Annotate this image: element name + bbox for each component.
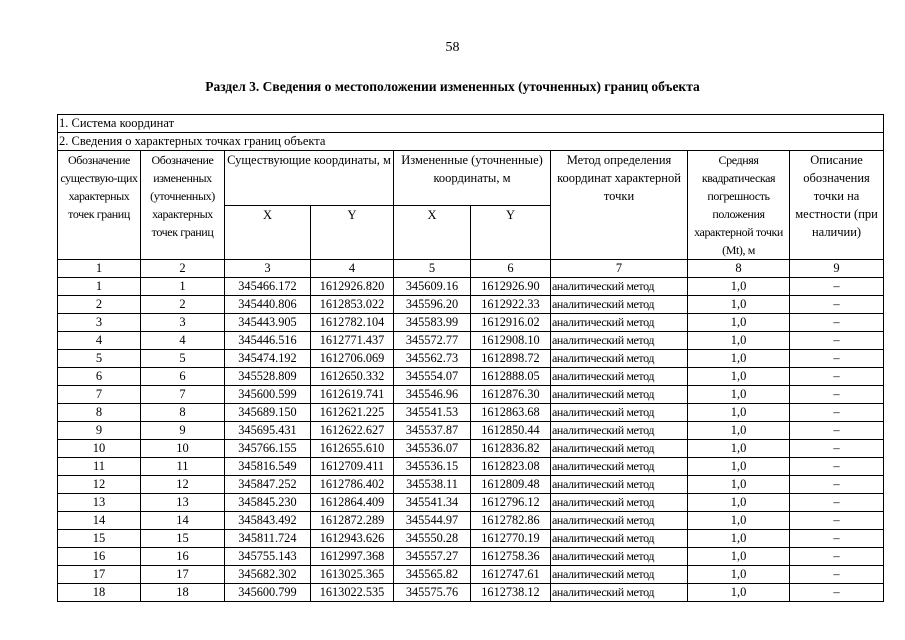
- existing-y-value: 1612853.022: [311, 296, 394, 314]
- existing-x-value: 345811.724: [225, 530, 311, 548]
- header-changed-x: X: [394, 205, 471, 260]
- error-value: 1,0: [688, 278, 790, 296]
- column-number: 7: [551, 260, 688, 278]
- method-value: аналитический метод: [551, 422, 688, 440]
- existing-x-value: 345695.431: [225, 422, 311, 440]
- description-value: –: [790, 386, 884, 404]
- changed-x-value: 345536.15: [394, 458, 471, 476]
- method-value: аналитический метод: [551, 440, 688, 458]
- existing-y-value: 1612621.225: [311, 404, 394, 422]
- existing-point-id: 6: [58, 368, 141, 386]
- header-error: Средняя квадратическая погрешность положения характерной точки (Mt), м: [688, 151, 790, 260]
- header-existing-designation: Обозначение существую-щих характерных точек границ: [58, 151, 141, 260]
- page-number: 58: [445, 40, 460, 55]
- column-number-row: [58, 260, 884, 278]
- header-changed-y: Y: [471, 205, 551, 260]
- existing-point-id: 9: [58, 422, 141, 440]
- changed-point-id: 11: [141, 458, 225, 476]
- changed-point-id: 7: [141, 386, 225, 404]
- changed-x-value: 345562.73: [394, 350, 471, 368]
- changed-point-id: 3: [141, 314, 225, 332]
- existing-x-value: 345440.806: [225, 296, 311, 314]
- existing-x-value: 345446.516: [225, 332, 311, 350]
- table-row: [58, 386, 884, 404]
- column-number: 2: [141, 260, 225, 278]
- table-row: [58, 278, 884, 296]
- changed-point-id: 13: [141, 494, 225, 512]
- description-value: –: [790, 314, 884, 332]
- description-value: –: [790, 566, 884, 584]
- error-value: 1,0: [688, 458, 790, 476]
- changed-point-id: 8: [141, 404, 225, 422]
- method-value: аналитический метод: [551, 494, 688, 512]
- method-value: аналитический метод: [551, 386, 688, 404]
- existing-y-value: 1612872.289: [311, 512, 394, 530]
- description-value: –: [790, 494, 884, 512]
- changed-point-id: 5: [141, 350, 225, 368]
- changed-x-value: 345609.16: [394, 278, 471, 296]
- description-value: –: [790, 368, 884, 386]
- existing-point-id: 4: [58, 332, 141, 350]
- error-value: 1,0: [688, 512, 790, 530]
- changed-point-id: 4: [141, 332, 225, 350]
- changed-point-id: 1: [141, 278, 225, 296]
- changed-x-value: 345557.27: [394, 548, 471, 566]
- changed-y-value: 1612916.02: [471, 314, 551, 332]
- method-value: аналитический метод: [551, 404, 688, 422]
- changed-x-value: 345536.07: [394, 440, 471, 458]
- existing-x-value: 345689.150: [225, 404, 311, 422]
- changed-y-value: 1612738.12: [471, 584, 551, 602]
- existing-point-id: 2: [58, 296, 141, 314]
- changed-point-id: 10: [141, 440, 225, 458]
- description-value: –: [790, 332, 884, 350]
- changed-y-value: 1612809.48: [471, 476, 551, 494]
- description-value: –: [790, 404, 884, 422]
- column-number: 3: [225, 260, 311, 278]
- existing-point-id: 16: [58, 548, 141, 566]
- description-value: –: [790, 530, 884, 548]
- description-value: –: [790, 512, 884, 530]
- table-row: [58, 440, 884, 458]
- existing-y-value: 1613025.365: [311, 566, 394, 584]
- error-value: 1,0: [688, 566, 790, 584]
- changed-y-value: 1612850.44: [471, 422, 551, 440]
- changed-y-value: 1612898.72: [471, 350, 551, 368]
- table-row: [58, 530, 884, 548]
- method-value: аналитический метод: [551, 566, 688, 584]
- existing-point-id: 15: [58, 530, 141, 548]
- changed-point-id: 16: [141, 548, 225, 566]
- changed-y-value: 1612770.19: [471, 530, 551, 548]
- table-row: [58, 512, 884, 530]
- existing-x-value: 345847.252: [225, 476, 311, 494]
- existing-y-value: 1612786.402: [311, 476, 394, 494]
- error-value: 1,0: [688, 548, 790, 566]
- changed-x-value: 345541.53: [394, 404, 471, 422]
- existing-point-id: 5: [58, 350, 141, 368]
- description-value: –: [790, 296, 884, 314]
- changed-y-value: 1612836.82: [471, 440, 551, 458]
- changed-point-id: 17: [141, 566, 225, 584]
- method-value: аналитический метод: [551, 584, 688, 602]
- existing-y-value: 1612650.332: [311, 368, 394, 386]
- description-value: –: [790, 422, 884, 440]
- changed-x-value: 345537.87: [394, 422, 471, 440]
- existing-point-id: 11: [58, 458, 141, 476]
- existing-point-id: 8: [58, 404, 141, 422]
- changed-x-value: 345544.97: [394, 512, 471, 530]
- method-value: аналитический метод: [551, 548, 688, 566]
- description-value: –: [790, 548, 884, 566]
- existing-y-value: 1612706.069: [311, 350, 394, 368]
- existing-point-id: 18: [58, 584, 141, 602]
- existing-point-id: 3: [58, 314, 141, 332]
- changed-x-value: 345554.07: [394, 368, 471, 386]
- coordinate-system-row: 1. Система координат: [58, 115, 884, 133]
- error-value: 1,0: [688, 314, 790, 332]
- existing-x-value: 345528.809: [225, 368, 311, 386]
- table-row: [58, 476, 884, 494]
- changed-y-value: 1612876.30: [471, 386, 551, 404]
- existing-x-value: 345443.905: [225, 314, 311, 332]
- existing-x-value: 345766.155: [225, 440, 311, 458]
- table-row: [58, 368, 884, 386]
- existing-y-value: 1612926.820: [311, 278, 394, 296]
- method-value: аналитический метод: [551, 476, 688, 494]
- table-row: [58, 548, 884, 566]
- error-value: 1,0: [688, 494, 790, 512]
- method-value: аналитический метод: [551, 530, 688, 548]
- table-row: [58, 566, 884, 584]
- column-number: 4: [311, 260, 394, 278]
- method-value: аналитический метод: [551, 512, 688, 530]
- method-value: аналитический метод: [551, 350, 688, 368]
- method-value: аналитический метод: [551, 296, 688, 314]
- method-value: аналитический метод: [551, 368, 688, 386]
- error-value: 1,0: [688, 332, 790, 350]
- existing-point-id: 12: [58, 476, 141, 494]
- description-value: –: [790, 584, 884, 602]
- boundary-points-table: [57, 114, 884, 602]
- description-value: –: [790, 440, 884, 458]
- description-value: –: [790, 278, 884, 296]
- table-row: [58, 332, 884, 350]
- changed-y-value: 1612823.08: [471, 458, 551, 476]
- table-row: [58, 404, 884, 422]
- error-value: 1,0: [688, 350, 790, 368]
- changed-y-value: 1612888.05: [471, 368, 551, 386]
- existing-x-value: 345600.599: [225, 386, 311, 404]
- changed-point-id: 9: [141, 422, 225, 440]
- table-row: [58, 296, 884, 314]
- changed-y-value: 1612747.61: [471, 566, 551, 584]
- changed-y-value: 1612863.68: [471, 404, 551, 422]
- changed-point-id: 18: [141, 584, 225, 602]
- existing-y-value: 1612864.409: [311, 494, 394, 512]
- header-existing-y: Y: [311, 205, 394, 260]
- header-existing-x: X: [225, 205, 311, 260]
- changed-y-value: 1612758.36: [471, 548, 551, 566]
- method-value: аналитический метод: [551, 278, 688, 296]
- existing-y-value: 1613022.535: [311, 584, 394, 602]
- existing-y-value: 1612619.741: [311, 386, 394, 404]
- header-existing-coords: Существующие координаты, м: [225, 151, 394, 206]
- changed-y-value: 1612908.10: [471, 332, 551, 350]
- changed-x-value: 345572.77: [394, 332, 471, 350]
- existing-y-value: 1612709.411: [311, 458, 394, 476]
- changed-point-id: 14: [141, 512, 225, 530]
- error-value: 1,0: [688, 368, 790, 386]
- existing-x-value: 345682.302: [225, 566, 311, 584]
- existing-y-value: 1612655.610: [311, 440, 394, 458]
- error-value: 1,0: [688, 530, 790, 548]
- method-value: аналитический метод: [551, 314, 688, 332]
- changed-y-value: 1612922.33: [471, 296, 551, 314]
- column-number: 5: [394, 260, 471, 278]
- changed-point-id: 15: [141, 530, 225, 548]
- table-row: [58, 422, 884, 440]
- error-value: 1,0: [688, 296, 790, 314]
- existing-x-value: 345843.492: [225, 512, 311, 530]
- existing-x-value: 345845.230: [225, 494, 311, 512]
- existing-point-id: 14: [58, 512, 141, 530]
- column-number: 8: [688, 260, 790, 278]
- description-value: –: [790, 350, 884, 368]
- header-changed-designation: Обозначение измененных (уточненных) характерных точек границ: [141, 151, 225, 260]
- table-row: [58, 458, 884, 476]
- description-value: –: [790, 458, 884, 476]
- column-number: 1: [58, 260, 141, 278]
- section-title: Раздел 3. Сведения о местоположении измененных (уточненных) границ объекта: [205, 79, 700, 94]
- column-number: 9: [790, 260, 884, 278]
- table-row: [58, 314, 884, 332]
- error-value: 1,0: [688, 404, 790, 422]
- changed-point-id: 6: [141, 368, 225, 386]
- existing-x-value: 345466.172: [225, 278, 311, 296]
- changed-x-value: 345546.96: [394, 386, 471, 404]
- changed-x-value: 345575.76: [394, 584, 471, 602]
- error-value: 1,0: [688, 386, 790, 404]
- error-value: 1,0: [688, 584, 790, 602]
- existing-point-id: 1: [58, 278, 141, 296]
- changed-point-id: 2: [141, 296, 225, 314]
- existing-y-value: 1612782.104: [311, 314, 394, 332]
- existing-point-id: 13: [58, 494, 141, 512]
- changed-x-value: 345565.82: [394, 566, 471, 584]
- existing-point-id: 10: [58, 440, 141, 458]
- changed-point-id: 12: [141, 476, 225, 494]
- method-value: аналитический метод: [551, 458, 688, 476]
- method-value: аналитический метод: [551, 332, 688, 350]
- boundary-points-row: 2. Сведения о характерных точках границ объекта: [58, 133, 884, 151]
- changed-y-value: 1612782.86: [471, 512, 551, 530]
- existing-y-value: 1612943.626: [311, 530, 394, 548]
- changed-y-value: 1612926.90: [471, 278, 551, 296]
- error-value: 1,0: [688, 476, 790, 494]
- existing-y-value: 1612771.437: [311, 332, 394, 350]
- table-row: [58, 350, 884, 368]
- changed-x-value: 345541.34: [394, 494, 471, 512]
- existing-y-value: 1612997.368: [311, 548, 394, 566]
- changed-x-value: 345583.99: [394, 314, 471, 332]
- changed-x-value: 345538.11: [394, 476, 471, 494]
- table-row: [58, 494, 884, 512]
- existing-point-id: 17: [58, 566, 141, 584]
- existing-x-value: 345474.192: [225, 350, 311, 368]
- header-changed-coords: Измененные (уточненные) координаты, м: [394, 151, 551, 206]
- existing-point-id: 7: [58, 386, 141, 404]
- column-number: 6: [471, 260, 551, 278]
- description-value: –: [790, 476, 884, 494]
- existing-y-value: 1612622.627: [311, 422, 394, 440]
- changed-x-value: 345550.28: [394, 530, 471, 548]
- error-value: 1,0: [688, 422, 790, 440]
- changed-y-value: 1612796.12: [471, 494, 551, 512]
- table-row: [58, 584, 884, 602]
- changed-x-value: 345596.20: [394, 296, 471, 314]
- existing-x-value: 345600.799: [225, 584, 311, 602]
- header-method: Метод определения координат характерной точки: [551, 151, 688, 260]
- existing-x-value: 345755.143: [225, 548, 311, 566]
- existing-x-value: 345816.549: [225, 458, 311, 476]
- header-description: Описание обозначения точки на местности (при наличии): [790, 151, 884, 260]
- error-value: 1,0: [688, 440, 790, 458]
